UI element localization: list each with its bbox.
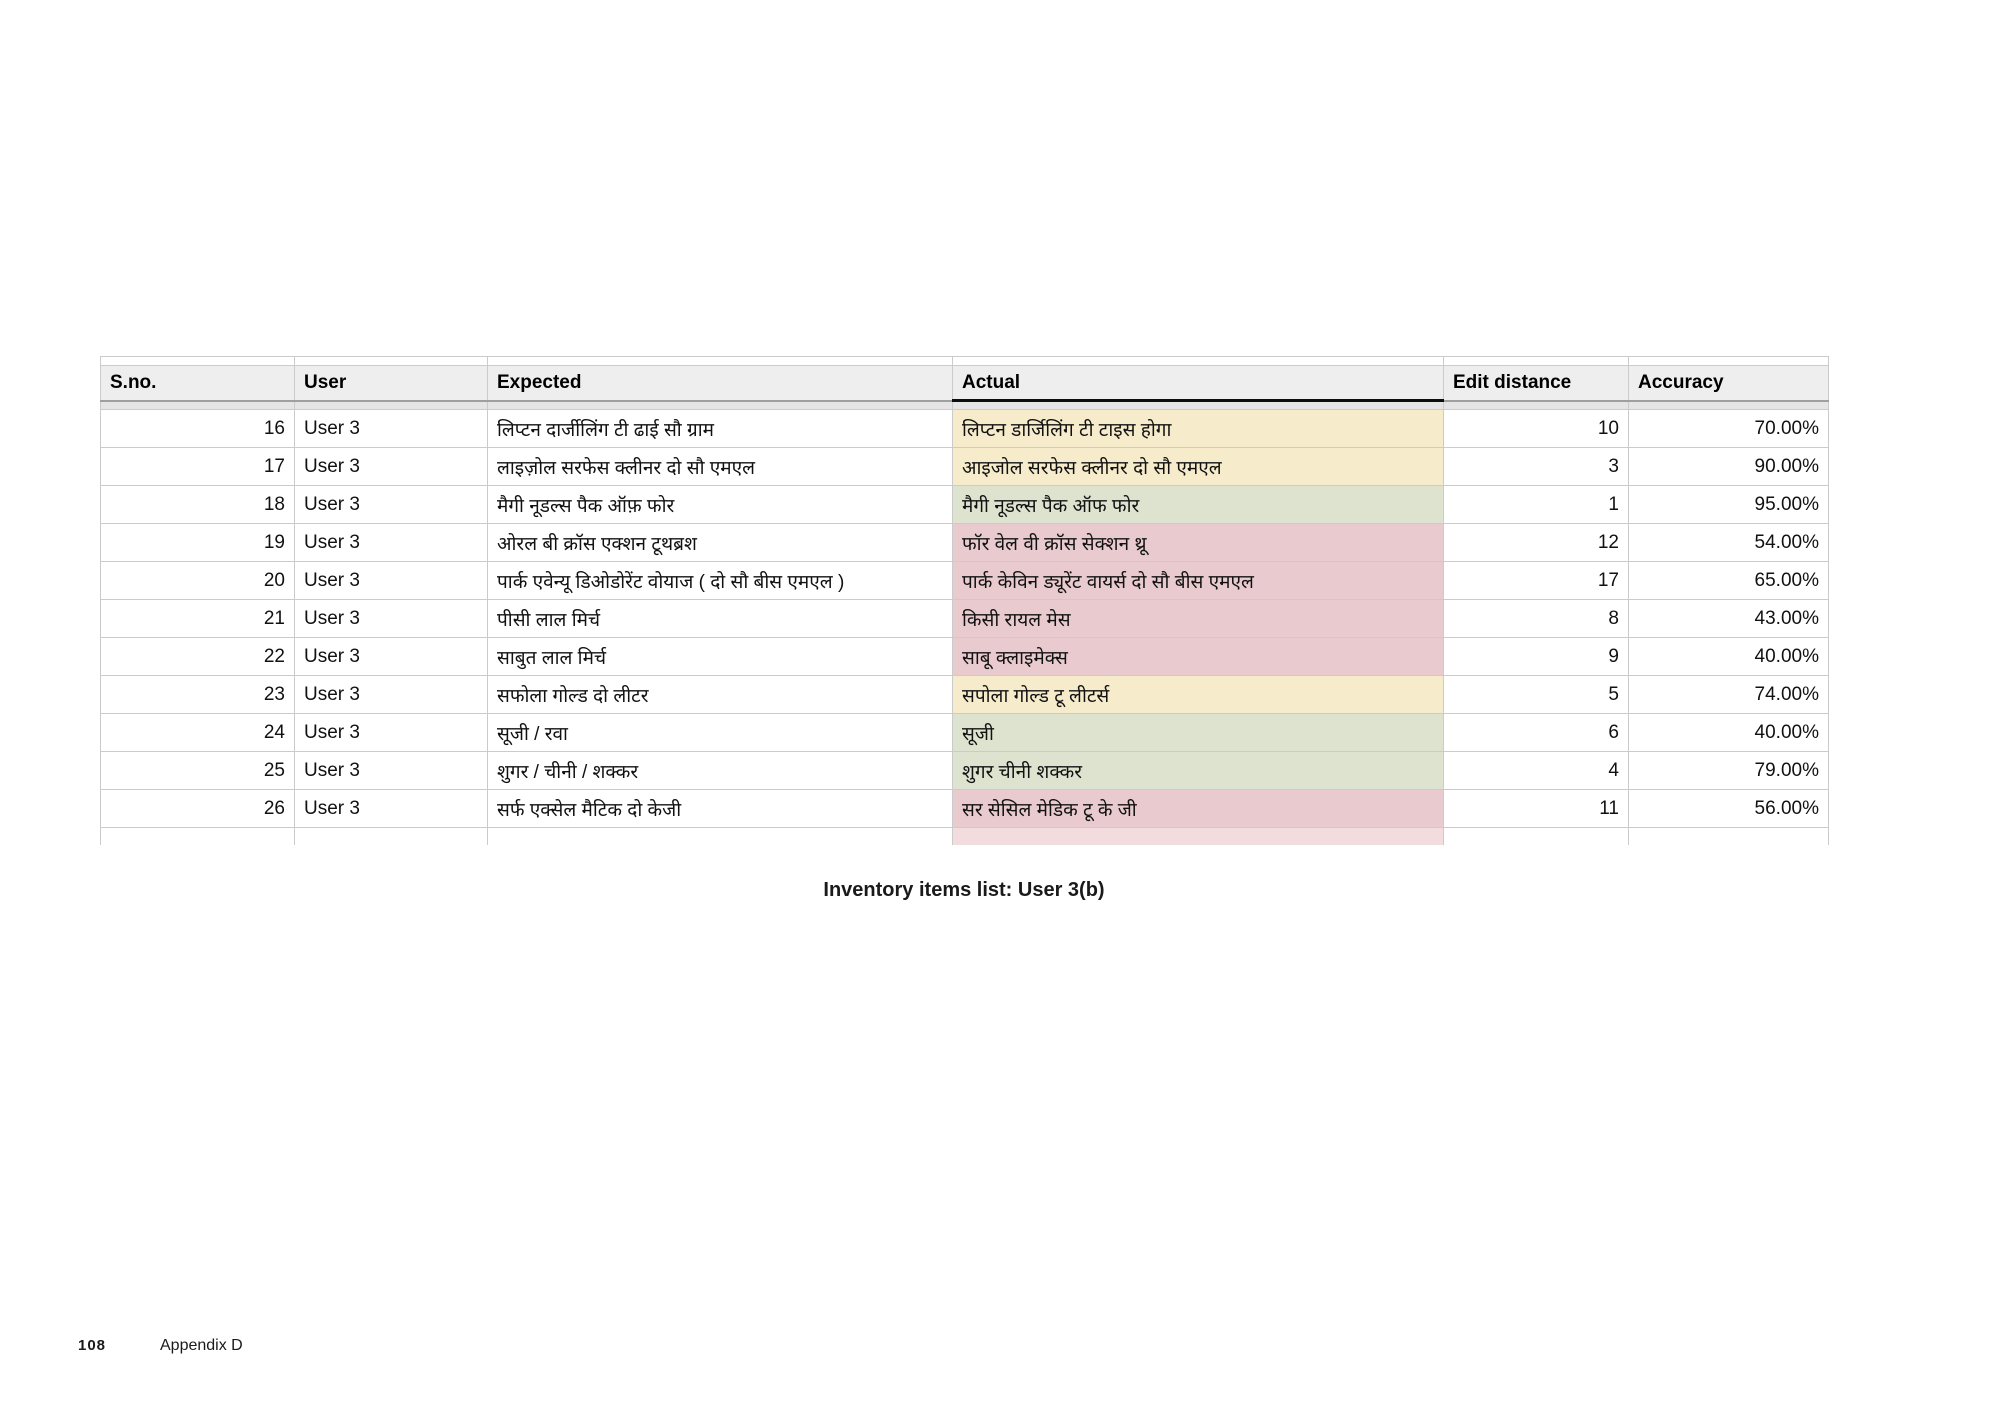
- cell-edit-distance: 3: [1444, 448, 1629, 486]
- table-row: [101, 486, 1829, 524]
- cell-expected: लिप्टन दार्जीलिंग टी ढाई सौ ग्राम: [488, 410, 953, 448]
- cell-actual: सर सेसिल मेडिक टू के जी: [953, 790, 1444, 828]
- cell-expected: ओरल बी क्रॉस एक्शन टूथब्रश: [488, 524, 953, 562]
- cell-user: User 3: [295, 448, 488, 486]
- cell-actual: सपोला गोल्ड टू लीटर्स: [953, 676, 1444, 714]
- cell-edit-distance: 12: [1444, 524, 1629, 562]
- cell-sno: 17: [101, 448, 295, 486]
- cell-edit-distance: 10: [1444, 410, 1629, 448]
- cell-sno: 18: [101, 486, 295, 524]
- cell-sno: 20: [101, 562, 295, 600]
- cell-expected: मैगी नूडल्स पैक ऑफ़ फोर: [488, 486, 953, 524]
- cell-expected: सफोला गोल्ड दो लीटर: [488, 676, 953, 714]
- table-row: [101, 600, 1829, 638]
- table-row: [101, 524, 1829, 562]
- cell-user: User 3: [295, 714, 488, 752]
- cell-accuracy: 40.00%: [1629, 714, 1829, 752]
- cell-user: User 3: [295, 562, 488, 600]
- cell-user: User 3: [295, 638, 488, 676]
- header-edit-distance: Edit distance: [1444, 366, 1629, 401]
- header-expected: Expected: [488, 366, 953, 401]
- table-header-row: [101, 366, 1829, 401]
- table-row: [101, 676, 1829, 714]
- table-row: [101, 562, 1829, 600]
- inventory-table: [100, 356, 1829, 845]
- cell-accuracy: 79.00%: [1629, 752, 1829, 790]
- cell-accuracy: 65.00%: [1629, 562, 1829, 600]
- cell-expected: शुगर / चीनी / शक्कर: [488, 752, 953, 790]
- cell-actual: साबू क्लाइमेक्स: [953, 638, 1444, 676]
- cell-actual: लिप्टन डार्जिलिंग टी टाइस होगा: [953, 410, 1444, 448]
- cell-expected: सूजी / रवा: [488, 714, 953, 752]
- table-row: [101, 448, 1829, 486]
- cell-sno: 23: [101, 676, 295, 714]
- appendix-label: Appendix D: [160, 1337, 243, 1354]
- cell-user: User 3: [295, 410, 488, 448]
- table-row: [101, 410, 1829, 448]
- cell-user: User 3: [295, 676, 488, 714]
- cropped-row-top: [101, 357, 1829, 366]
- cell-actual: फॉर वेल वी क्रॉस सेक्शन थ्रू: [953, 524, 1444, 562]
- cell-sno: 16: [101, 410, 295, 448]
- cell-edit-distance: 11: [1444, 790, 1629, 828]
- cell-sno: 24: [101, 714, 295, 752]
- cell-sno: 21: [101, 600, 295, 638]
- cell-expected: पीसी लाल मिर्च: [488, 600, 953, 638]
- table-root: [101, 357, 1829, 845]
- cell-actual: सूजी: [953, 714, 1444, 752]
- page-number: 108: [78, 1337, 107, 1354]
- cell-actual: शुगर चीनी शक्कर: [953, 752, 1444, 790]
- cell-accuracy: 95.00%: [1629, 486, 1829, 524]
- header-user: User: [295, 366, 488, 401]
- cell-expected: साबुत लाल मिर्च: [488, 638, 953, 676]
- cell-user: User 3: [295, 486, 488, 524]
- cell-edit-distance: 8: [1444, 600, 1629, 638]
- cell-user: User 3: [295, 524, 488, 562]
- cell-accuracy: 90.00%: [1629, 448, 1829, 486]
- cell-edit-distance: 17: [1444, 562, 1629, 600]
- cell-edit-distance: 6: [1444, 714, 1629, 752]
- cell-sno: 22: [101, 638, 295, 676]
- table-row: [101, 790, 1829, 828]
- cell-edit-distance: 1: [1444, 486, 1629, 524]
- cell-edit-distance: 4: [1444, 752, 1629, 790]
- cell-accuracy: 40.00%: [1629, 638, 1829, 676]
- table-row: [101, 638, 1829, 676]
- cell-user: User 3: [295, 790, 488, 828]
- header-actual: Actual: [953, 366, 1444, 401]
- cell-edit-distance: 5: [1444, 676, 1629, 714]
- cell-accuracy: 74.00%: [1629, 676, 1829, 714]
- table-caption: Inventory items list: User 3(b): [823, 879, 1105, 901]
- cell-accuracy: 70.00%: [1629, 410, 1829, 448]
- header-sno: S.no.: [101, 366, 295, 401]
- cell-sno: 25: [101, 752, 295, 790]
- cell-actual: किसी रायल मेस: [953, 600, 1444, 638]
- cell-expected: पार्क एवेन्यू डिओडोरेंट वोयाज ( दो सौ बीस एमएल ): [488, 562, 953, 600]
- cell-edit-distance: 9: [1444, 638, 1629, 676]
- header-accuracy: Accuracy: [1629, 366, 1829, 401]
- cell-accuracy: 56.00%: [1629, 790, 1829, 828]
- cell-sno: 26: [101, 790, 295, 828]
- table-row: [101, 752, 1829, 790]
- cell-accuracy: 43.00%: [1629, 600, 1829, 638]
- cell-user: User 3: [295, 600, 488, 638]
- frozen-pane-spacer: [101, 401, 1829, 410]
- cropped-row-bottom: [101, 828, 1829, 845]
- cell-expected: सर्फ एक्सेल मैटिक दो केजी: [488, 790, 953, 828]
- cell-user: User 3: [295, 752, 488, 790]
- cell-sno: 19: [101, 524, 295, 562]
- table-row: [101, 714, 1829, 752]
- cell-accuracy: 54.00%: [1629, 524, 1829, 562]
- cell-expected: लाइज़ोल सरफेस क्लीनर दो सौ एमएल: [488, 448, 953, 486]
- cell-actual: आइजोल सरफेस क्लीनर दो सौ एमएल: [953, 448, 1444, 486]
- cell-actual: मैगी नूडल्स पैक ऑफ फोर: [953, 486, 1444, 524]
- cell-actual: पार्क केविन ड्यूरेंट वायर्स दो सौ बीस एमएल: [953, 562, 1444, 600]
